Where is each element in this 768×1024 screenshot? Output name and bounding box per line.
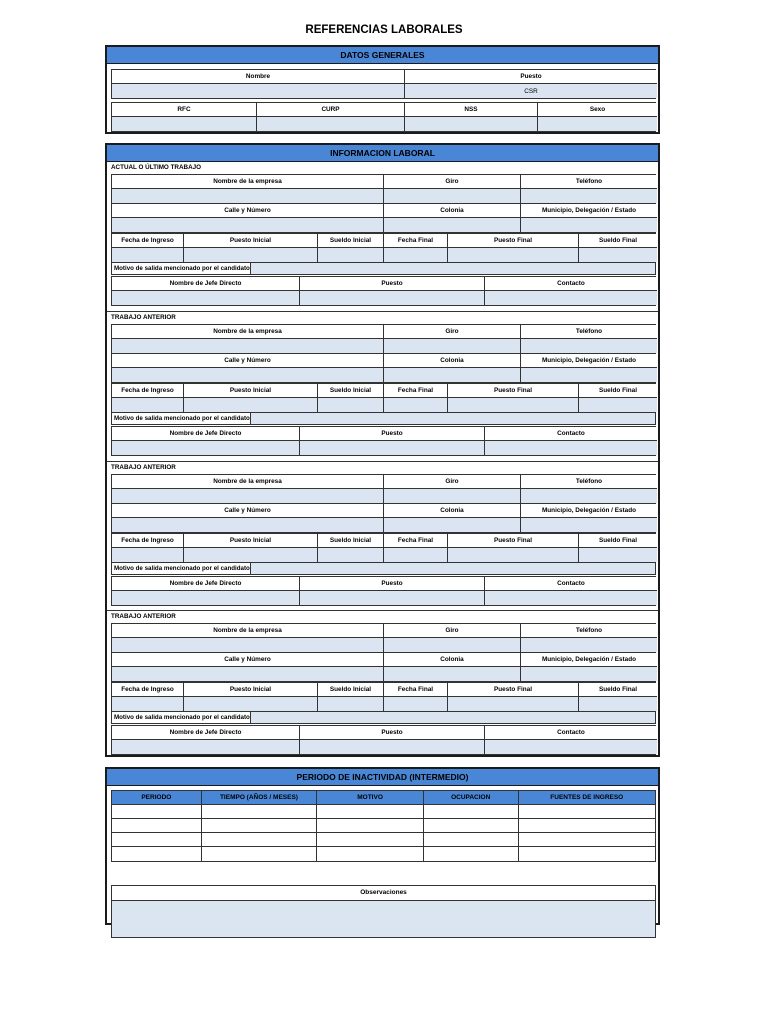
table-cell[interactable] (112, 819, 202, 833)
document-title: REFERENCIAS LABORALES (305, 24, 463, 36)
table-cell[interactable] (317, 805, 424, 819)
sueldo-inicial-field[interactable] (318, 248, 384, 262)
sueldo-final-label: Sueldo Final (579, 683, 657, 697)
fecha-ingreso-label: Fecha de Ingreso (112, 683, 184, 697)
contacto-field[interactable] (485, 591, 657, 605)
table-cell[interactable] (112, 833, 202, 847)
sueldo-final-label: Sueldo Final (579, 384, 657, 398)
table-cell[interactable] (519, 833, 656, 847)
giro-label: Giro (384, 624, 521, 638)
sueldo-inicial-label: Sueldo Inicial (318, 384, 384, 398)
motivo-salida-label: Motivo de salida mencionado por el candidato (114, 565, 250, 572)
puesto-field[interactable] (300, 591, 485, 605)
col-tiempo: TIEMPO (AÑOS / MESES) (202, 791, 318, 805)
puesto-final-field[interactable] (448, 248, 579, 262)
observaciones-field[interactable] (112, 901, 655, 937)
calle-label: Calle y Número (112, 504, 384, 518)
table-cell[interactable] (424, 833, 519, 847)
fecha-final-label: Fecha Final (384, 534, 448, 548)
contacto-label: Contacto (485, 427, 657, 441)
inactividad-table (111, 790, 656, 862)
table-cell[interactable] (519, 847, 656, 861)
fecha-final-field[interactable] (384, 548, 448, 562)
calle-field[interactable] (112, 667, 384, 681)
colonia-label: Colonia (384, 504, 521, 518)
telefono-field[interactable] (521, 339, 657, 353)
table-cell[interactable] (202, 819, 318, 833)
giro-label: Giro (384, 175, 521, 189)
calle-field[interactable] (112, 368, 384, 382)
telefono-field[interactable] (521, 489, 657, 503)
colonia-field[interactable] (384, 368, 521, 382)
table-cell[interactable] (519, 819, 656, 833)
table-row (112, 819, 655, 833)
motivo-salida-field[interactable] (251, 263, 655, 274)
colonia-field[interactable] (384, 218, 521, 232)
motivo-salida-label: Motivo de salida mencionado por el candidato (114, 714, 250, 721)
fecha-final-label: Fecha Final (384, 384, 448, 398)
motivo-salida-row (111, 412, 656, 425)
rfc-field[interactable] (112, 117, 257, 131)
puesto-field[interactable]: CSR (405, 84, 657, 98)
nombre-field[interactable] (112, 84, 405, 98)
jefe-directo-field[interactable] (112, 591, 300, 605)
sueldo-inicial-field[interactable] (318, 697, 384, 711)
fecha-ingreso-label: Fecha de Ingreso (112, 234, 184, 248)
municipio-field[interactable] (521, 218, 657, 232)
municipio-field[interactable] (521, 518, 657, 532)
inactividad-table-header (112, 791, 655, 805)
municipio-field[interactable] (521, 368, 657, 382)
motivo-salida-label: Motivo de salida mencionado por el candidato (114, 265, 250, 272)
puesto-label: Puesto (405, 70, 657, 84)
fecha-ingreso-field[interactable] (112, 248, 184, 262)
table-cell[interactable] (424, 847, 519, 861)
job-title: ACTUAL O ÚLTIMO TRABAJO (111, 164, 202, 171)
empresa-field[interactable] (112, 339, 384, 353)
job-field-group (111, 576, 656, 606)
table-cell[interactable] (424, 819, 519, 833)
giro-label: Giro (384, 325, 521, 339)
sueldo-final-field[interactable] (579, 248, 657, 262)
table-cell[interactable] (317, 833, 424, 847)
puesto-inicial-label: Puesto Inicial (184, 534, 318, 548)
col-periodo: PERIODO (112, 791, 202, 805)
municipio-field[interactable] (521, 667, 657, 681)
motivo-salida-row (111, 711, 656, 724)
table-cell[interactable] (202, 833, 318, 847)
datos-generales-row2 (111, 102, 656, 132)
puesto-field[interactable] (300, 740, 485, 754)
table-row (112, 833, 655, 847)
puesto-inicial-label: Puesto Inicial (184, 234, 318, 248)
sexo-label: Sexo (538, 103, 657, 117)
contacto-field[interactable] (485, 291, 657, 305)
colonia-label: Colonia (384, 653, 521, 667)
informacion-laboral-section (105, 143, 660, 757)
calle-field[interactable] (112, 218, 384, 232)
table-cell[interactable] (519, 805, 656, 819)
table-cell[interactable] (202, 847, 318, 861)
puesto-label: Puesto (300, 427, 485, 441)
telefono-label: Teléfono (521, 325, 657, 339)
puesto-field[interactable] (300, 291, 485, 305)
job-field-group (111, 276, 656, 306)
giro-field[interactable] (384, 638, 521, 652)
fecha-final-field[interactable] (384, 398, 448, 412)
jefe-directo-label: Nombre de Jefe Directo (112, 577, 300, 591)
fecha-ingreso-label: Fecha de Ingreso (112, 534, 184, 548)
job-title: TRABAJO ANTERIOR (111, 464, 176, 471)
municipio-label: Municipio, Delegación / Estado (521, 504, 657, 518)
calle-label: Calle y Número (112, 354, 384, 368)
motivo-salida-field[interactable] (251, 413, 655, 424)
col-motivo: MOTIVO (317, 791, 424, 805)
calle-label: Calle y Número (112, 653, 384, 667)
puesto-final-label: Puesto Final (448, 683, 579, 697)
sueldo-final-label: Sueldo Final (579, 534, 657, 548)
nss-label: NSS (405, 103, 538, 117)
fecha-final-field[interactable] (384, 248, 448, 262)
table-cell[interactable] (317, 847, 424, 861)
contacto-field[interactable] (485, 740, 657, 754)
fecha-final-label: Fecha Final (384, 234, 448, 248)
sueldo-final-field[interactable] (579, 398, 657, 412)
puesto-final-label: Puesto Final (448, 534, 579, 548)
fecha-ingreso-field[interactable] (112, 398, 184, 412)
sueldo-inicial-label: Sueldo Inicial (318, 234, 384, 248)
colonia-label: Colonia (384, 354, 521, 368)
nombre-label: Nombre (112, 70, 405, 84)
motivo-salida-field[interactable] (251, 712, 655, 723)
telefono-field[interactable] (521, 638, 657, 652)
rfc-label: RFC (112, 103, 257, 117)
puesto-inicial-label: Puesto Inicial (184, 384, 318, 398)
table-cell[interactable] (112, 847, 202, 861)
datos-generales-row1 (111, 69, 656, 99)
empresa-field[interactable] (112, 489, 384, 503)
jefe-directo-field[interactable] (112, 740, 300, 754)
job-field-group (111, 353, 656, 383)
giro-field[interactable] (384, 189, 521, 203)
telefono-field[interactable] (521, 189, 657, 203)
calle-field[interactable] (112, 518, 384, 532)
informacion-laboral-heading: INFORMACION LABORAL (107, 145, 658, 162)
puesto-final-label: Puesto Final (448, 384, 579, 398)
sueldo-inicial-label: Sueldo Inicial (318, 534, 384, 548)
jefe-directo-label: Nombre de Jefe Directo (112, 427, 300, 441)
fecha-ingreso-label: Fecha de Ingreso (112, 384, 184, 398)
jefe-directo-field[interactable] (112, 291, 300, 305)
fecha-ingreso-field[interactable] (112, 697, 184, 711)
sueldo-final-field[interactable] (579, 548, 657, 562)
observaciones-box (111, 885, 656, 938)
empresa-label: Nombre de la empresa (112, 325, 384, 339)
table-cell[interactable] (317, 819, 424, 833)
empresa-field[interactable] (112, 638, 384, 652)
periodo-inactividad-section (105, 767, 660, 925)
motivo-salida-row (111, 562, 656, 575)
motivo-salida-label: Motivo de salida mencionado por el candidato (114, 415, 250, 422)
curp-label: CURP (257, 103, 405, 117)
curp-field[interactable] (257, 117, 405, 131)
fecha-ingreso-field[interactable] (112, 548, 184, 562)
colonia-field[interactable] (384, 518, 521, 532)
empresa-field[interactable] (112, 189, 384, 203)
job-field-group (111, 174, 656, 204)
job-field-group (111, 503, 656, 533)
jefe-directo-label: Nombre de Jefe Directo (112, 277, 300, 291)
puesto-inicial-field[interactable] (184, 697, 318, 711)
contacto-label: Contacto (485, 726, 657, 740)
telefono-label: Teléfono (521, 475, 657, 489)
job-title: TRABAJO ANTERIOR (111, 314, 176, 321)
sexo-field[interactable] (538, 117, 657, 131)
jefe-directo-label: Nombre de Jefe Directo (112, 726, 300, 740)
fecha-final-field[interactable] (384, 697, 448, 711)
job-field-group (111, 533, 656, 563)
puesto-field[interactable] (300, 441, 485, 455)
puesto-label: Puesto (300, 277, 485, 291)
job-field-group (111, 474, 656, 504)
puesto-final-field[interactable] (448, 548, 579, 562)
table-cell[interactable] (202, 805, 318, 819)
sueldo-inicial-field[interactable] (318, 548, 384, 562)
job-field-group (111, 725, 656, 755)
giro-field[interactable] (384, 489, 521, 503)
job-field-group (111, 682, 656, 712)
job-field-group (111, 203, 656, 233)
table-row (112, 847, 655, 861)
fecha-final-label: Fecha Final (384, 683, 448, 697)
col-fuentes: FUENTES DE INGRESO (519, 791, 656, 805)
puesto-label: Puesto (300, 726, 485, 740)
jefe-directo-field[interactable] (112, 441, 300, 455)
col-ocupacion: OCUPACION (424, 791, 519, 805)
sueldo-inicial-label: Sueldo Inicial (318, 683, 384, 697)
puesto-label: Puesto (300, 577, 485, 591)
empresa-label: Nombre de la empresa (112, 475, 384, 489)
calle-label: Calle y Número (112, 204, 384, 218)
municipio-label: Municipio, Delegación / Estado (521, 653, 657, 667)
puesto-inicial-field[interactable] (184, 398, 318, 412)
telefono-label: Teléfono (521, 624, 657, 638)
municipio-label: Municipio, Delegación / Estado (521, 204, 657, 218)
colonia-label: Colonia (384, 204, 521, 218)
puesto-inicial-field[interactable] (184, 548, 318, 562)
motivo-salida-row (111, 262, 656, 275)
puesto-inicial-label: Puesto Inicial (184, 683, 318, 697)
giro-label: Giro (384, 475, 521, 489)
periodo-inactividad-heading: PERIODO DE INACTIVIDAD (INTERMEDIO) (107, 769, 658, 786)
puesto-final-label: Puesto Final (448, 234, 579, 248)
empresa-label: Nombre de la empresa (112, 624, 384, 638)
datos-generales-section (105, 45, 660, 134)
sueldo-final-field[interactable] (579, 697, 657, 711)
datos-generales-heading: DATOS GENERALES (107, 47, 658, 64)
giro-field[interactable] (384, 339, 521, 353)
job-field-group (111, 324, 656, 354)
puesto-final-field[interactable] (448, 398, 579, 412)
sueldo-final-label: Sueldo Final (579, 234, 657, 248)
job-field-group (111, 233, 656, 263)
nss-field[interactable] (405, 117, 538, 131)
colonia-field[interactable] (384, 667, 521, 681)
table-cell[interactable] (424, 805, 519, 819)
telefono-label: Teléfono (521, 175, 657, 189)
job-field-group (111, 623, 656, 653)
puesto-inicial-field[interactable] (184, 248, 318, 262)
contacto-label: Contacto (485, 277, 657, 291)
table-row (112, 805, 655, 819)
motivo-salida-field[interactable] (251, 563, 655, 574)
empresa-label: Nombre de la empresa (112, 175, 384, 189)
contacto-label: Contacto (485, 577, 657, 591)
job-field-group (111, 426, 656, 456)
contacto-field[interactable] (485, 441, 657, 455)
observaciones-label: Observaciones (112, 886, 655, 901)
job-title: TRABAJO ANTERIOR (111, 613, 176, 620)
municipio-label: Municipio, Delegación / Estado (521, 354, 657, 368)
puesto-final-field[interactable] (448, 697, 579, 711)
sueldo-inicial-field[interactable] (318, 398, 384, 412)
job-field-group (111, 383, 656, 413)
table-cell[interactable] (112, 805, 202, 819)
job-field-group (111, 652, 656, 682)
